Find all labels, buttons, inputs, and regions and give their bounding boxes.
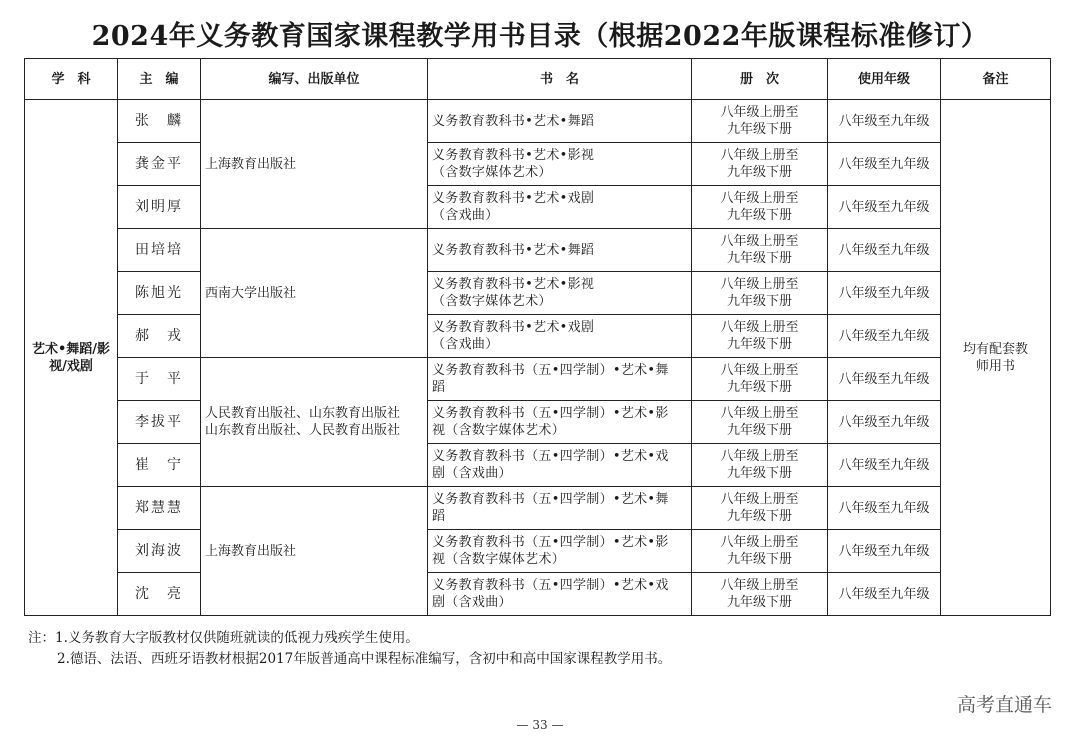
remark-cell: 均有配套教师用书 [941, 100, 1051, 616]
book-title-cell: 义务教育教科书（五•四学制）•艺术•舞 蹈 [428, 358, 692, 401]
header-remark: 备注 [941, 59, 1051, 100]
book-title-cell: 义务教育教科书•艺术•影视 （含数字媒体艺术） [428, 143, 692, 186]
book-title-cell: 义务教育教科书•艺术•戏剧 （含戏曲） [428, 186, 692, 229]
header-subject: 学 科 [25, 59, 118, 100]
volume-cell: 八年级上册至 九年级下册 [692, 100, 828, 143]
publisher-cell: 上海教育出版社 [201, 100, 428, 229]
table-row [25, 229, 1051, 272]
editor-cell: 郝 戎 [118, 315, 201, 358]
header-editor: 主 编 [118, 59, 201, 100]
editor-cell: 刘海波 [118, 530, 201, 573]
editor-cell: 田培培 [118, 229, 201, 272]
table-row [25, 444, 1051, 487]
grade-cell: 八年级至九年级 [828, 358, 941, 401]
volume-cell: 八年级上册至 九年级下册 [692, 530, 828, 573]
subject-cell: 艺术•舞蹈/影视/戏剧 [25, 100, 118, 616]
publisher-cell: 上海教育出版社 [201, 487, 428, 616]
volume-cell: 八年级上册至 九年级下册 [692, 401, 828, 444]
header-grade: 使用年级 [828, 59, 941, 100]
grade-cell: 八年级至九年级 [828, 100, 941, 143]
volume-cell: 八年级上册至 九年级下册 [692, 487, 828, 530]
volume-cell: 八年级上册至 九年级下册 [692, 444, 828, 487]
header-volume: 册 次 [692, 59, 828, 100]
table-row [25, 100, 1051, 143]
grade-cell: 八年级至九年级 [828, 272, 941, 315]
volume-cell: 八年级上册至 九年级下册 [692, 186, 828, 229]
grade-cell: 八年级至九年级 [828, 143, 941, 186]
grade-cell: 八年级至九年级 [828, 444, 941, 487]
watermark: 高考直通车 [956, 694, 1052, 716]
table-row [25, 315, 1051, 358]
editor-cell: 李拔平 [118, 401, 201, 444]
grade-cell: 八年级至九年级 [828, 229, 941, 272]
editor-cell: 于 平 [118, 358, 201, 401]
book-title-cell: 义务教育教科书（五•四学制）•艺术•戏 剧（含戏曲） [428, 573, 692, 616]
grade-cell: 八年级至九年级 [828, 530, 941, 573]
editor-cell: 崔 宁 [118, 444, 201, 487]
editor-cell: 郑慧慧 [118, 487, 201, 530]
editor-cell: 沈 亮 [118, 573, 201, 616]
page-title: 2024年义务教育国家课程教学用书目录（根据2022年版课程标准修订） [91, 21, 989, 52]
table-row [25, 401, 1051, 444]
table-row [25, 573, 1051, 616]
editor-cell: 陈旭光 [118, 272, 201, 315]
book-title-cell: 义务教育教科书（五•四学制）•艺术•戏 剧（含戏曲） [428, 444, 692, 487]
book-title-cell: 义务教育教科书（五•四学制）•艺术•影 视（含数字媒体艺术） [428, 530, 692, 573]
book-title-cell: 义务教育教科书•艺术•戏剧 （含戏曲） [428, 315, 692, 358]
book-title-cell: 义务教育教科书（五•四学制）•艺术•舞 蹈 [428, 487, 692, 530]
footnote-2: 2.德语、法语、西班牙语教材根据2017年版普通高中课程标准编写，含初中和高中国家课程教学用书。 [57, 651, 672, 667]
editor-cell: 龚金平 [118, 143, 201, 186]
header-publisher: 编写、出版单位 [201, 59, 428, 100]
editor-cell: 张 麟 [118, 100, 201, 143]
table-row [25, 530, 1051, 573]
table-row [25, 272, 1051, 315]
editor-cell: 刘明厚 [118, 186, 201, 229]
grade-cell: 八年级至九年级 [828, 573, 941, 616]
volume-cell: 八年级上册至 九年级下册 [692, 272, 828, 315]
grade-cell: 八年级至九年级 [828, 186, 941, 229]
footnote-1: 注：1.义务教育大字版教材仅供随班就读的低视力残疾学生使用。 [28, 630, 419, 646]
table-row [25, 358, 1051, 401]
volume-cell: 八年级上册至 九年级下册 [692, 143, 828, 186]
table-row [25, 186, 1051, 229]
publisher-cell: 人民教育出版社、山东教育出版社 山东教育出版社、人民教育出版社 [201, 358, 428, 487]
volume-cell: 八年级上册至 九年级下册 [692, 315, 828, 358]
footnotes [28, 628, 671, 670]
volume-cell: 八年级上册至 九年级下册 [692, 229, 828, 272]
book-title-cell: 义务教育教科书•艺术•舞蹈 [428, 229, 692, 272]
book-title-cell: 义务教育教科书•艺术•影视 （含数字媒体艺术） [428, 272, 692, 315]
book-title-cell: 义务教育教科书（五•四学制）•艺术•影 视（含数字媒体艺术） [428, 401, 692, 444]
volume-cell: 八年级上册至 九年级下册 [692, 573, 828, 616]
volume-cell: 八年级上册至 九年级下册 [692, 358, 828, 401]
header-book: 书 名 [428, 59, 692, 100]
publisher-cell: 西南大学出版社 [201, 229, 428, 358]
grade-cell: 八年级至九年级 [828, 315, 941, 358]
textbook-catalog-table [24, 58, 1051, 616]
table-header-row [25, 59, 1051, 100]
table-row [25, 487, 1051, 530]
table-row [25, 143, 1051, 186]
table-body [25, 100, 1051, 616]
page-number: — 33 — [516, 718, 564, 732]
grade-cell: 八年级至九年级 [828, 487, 941, 530]
grade-cell: 八年级至九年级 [828, 401, 941, 444]
book-title-cell: 义务教育教科书•艺术•舞蹈 [428, 100, 692, 143]
